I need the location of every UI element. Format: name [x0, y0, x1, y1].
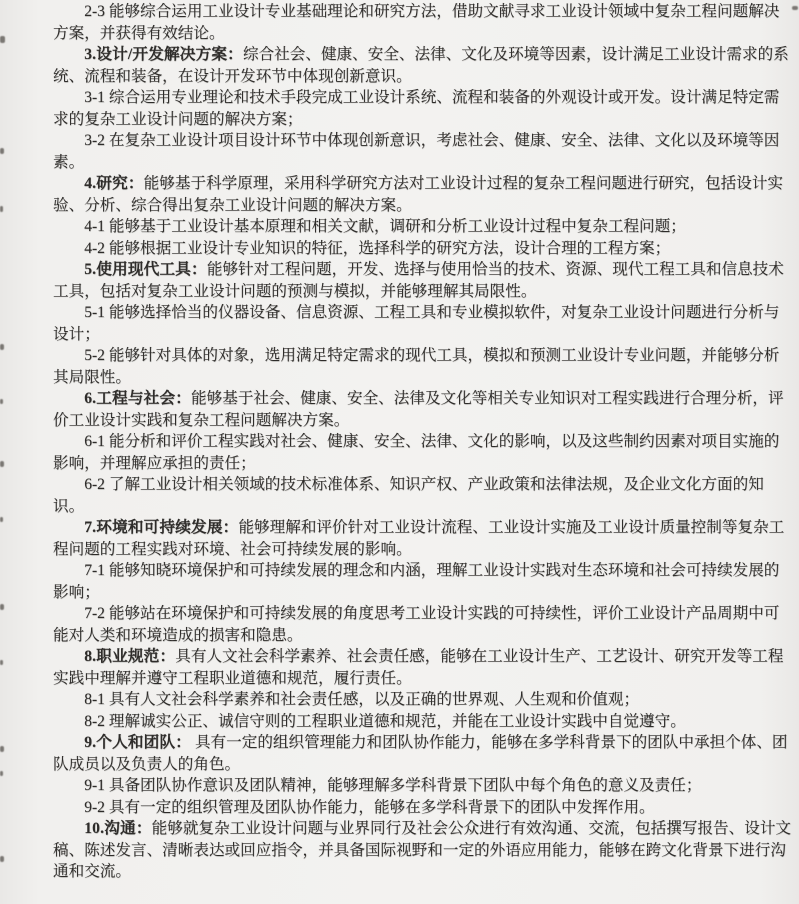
scan-artifact	[0, 604, 4, 610]
paragraph-heading: 10.沟通：	[84, 820, 152, 837]
paragraph-text: 综合社会、健康、安全、法律、文化及环境等因素，设计满足工业设计需求的系统、流程和装备，在设计开发环节中体现创新意识。	[53, 46, 789, 85]
paragraph-text: 具有人文社会科学素养、社会责任感，能够在工业设计生产、工艺设计、研究开发等工程实践中理解并遵守工程职业道德和规范，履行责任。	[53, 648, 784, 687]
paragraph	[53, 711, 793, 733]
paragraph-heading: 5.使用现代工具：	[84, 261, 207, 278]
paragraph	[53, 689, 793, 711]
paragraph-text: 6-1 能分析和评价工程实践对社会、健康、安全、法律、文化的影响，以及这些制约因素对项目实施的影响，并理解应承担的责任；	[53, 433, 780, 472]
paragraph-text: 7-2 能够站在环境保护和可持续发展的角度思考工业设计实践的可持续性，评价工业设计产品周期中可能对人类和环境造成的损害和隐患。	[53, 605, 780, 644]
paragraph-text: 4-1 能够基于工业设计基本原理和相关文献，调研和分析工业设计过程中复杂工程问题；	[84, 218, 686, 235]
paragraph	[53, 646, 793, 689]
paragraph-text: 8-1 具有人文社会科学素养和社会责任感，以及正确的世界观、人生观和价值观；	[84, 691, 640, 708]
scan-artifact	[0, 461, 4, 467]
scan-artifact	[0, 148, 4, 154]
paragraph-text: 能够基于科学原理，采用科学研究方法对工业设计过程的复杂工程问题进行研究，包括设计实验、分析、综合得出复杂工业设计问题的解决方案。	[53, 175, 784, 214]
paragraph-text: 9-2 具有一定的组织管理及团队协作能力，能够在多学科背景下的团队中发挥作用。	[84, 798, 655, 816]
paragraph	[53, 474, 793, 517]
paragraph	[53, 173, 793, 216]
paragraph	[53, 87, 793, 130]
paragraph-text: 4-2 能够根据工业设计专业知识的特征，选择科学的研究方法，设计合理的工程方案；	[84, 239, 671, 257]
paragraph	[53, 44, 793, 87]
scan-artifact	[0, 206, 3, 212]
paragraph-text: 7-1 能够知晓环境保护和可持续发展的理念和内涵，理解工业设计实践对生态环境和社会可持续发展的影响；	[53, 562, 780, 601]
paragraph	[53, 302, 793, 345]
paragraph-text: 具有一定的组织管理能力和团队协作能力，能够在多学科背景下的团队中承担个体、团队成员以及负责人的角色。	[53, 734, 788, 773]
paragraph	[53, 1, 793, 44]
paragraph	[53, 517, 793, 560]
paragraph-text: 能够针对工程问题，开发、选择与使用恰当的技术、资源、现代工程工具和信息技术工具，包括对复杂工业设计问题的预测与模拟，并能够理解其局限性。	[53, 261, 784, 300]
paragraph-heading: 6.工程与社会：	[84, 390, 192, 407]
paragraph	[53, 216, 793, 238]
document-body	[53, 1, 793, 883]
paragraph-text: 3-1 综合运用专业理论和技术手段完成工业设计系统、流程和装备的外观设计或开发。设计满足特定需求的复杂工业设计问题的解决方案；	[53, 89, 780, 128]
paragraph-text: 5-2 能够针对具体的对象，选用满足特定需求的现代工具，模拟和预测工业设计专业问题，并能够分析其局限性。	[53, 347, 780, 386]
scan-artifact	[0, 517, 3, 522]
paragraph	[53, 560, 793, 603]
paragraph	[53, 345, 793, 388]
paragraph-text: 能够基于社会、健康、安全、法律及文化等相关专业知识对工程实践进行合理分析，评价工业设计实践和复杂工程问题解决方案。	[53, 390, 784, 429]
paragraph-heading: 4.研究：	[84, 175, 144, 192]
paragraph-heading: 7.环境和可持续发展：	[84, 519, 239, 536]
paragraph	[53, 238, 793, 260]
paragraph	[53, 797, 793, 819]
paragraph-heading: 3.设计/开发解决方案：	[84, 46, 243, 63]
scan-artifact	[0, 771, 3, 776]
scan-artifact	[0, 36, 5, 43]
paragraph	[53, 259, 793, 302]
scan-artifact	[0, 344, 4, 350]
scan-artifact	[0, 746, 4, 752]
paragraph-heading: 9.个人和团队：	[84, 734, 192, 751]
paragraph	[53, 388, 793, 431]
paragraph-text: 5-1 能够选择恰当的仪器设备、信息资源、工程工具和专业模拟软件，对复杂工业设计问题进行分析与设计；	[53, 304, 780, 343]
paragraph-text: 9-1 具备团队协作意识及团队精神，能够理解多学科背景下团队中每个角色的意义及责任；	[84, 777, 702, 794]
scan-artifact	[0, 660, 3, 665]
paragraph-text: 8-2 理解诚实公正、诚信守则的工程职业道德和规范，并能在工业设计实践中自觉遵守。	[84, 712, 686, 730]
paragraph	[53, 431, 793, 474]
paragraph	[53, 732, 793, 775]
paragraph-text: 6-2 了解工业设计相关领域的技术标准体系、知识产权、产业政策和法律法规，及企业文化方面的知识。	[53, 476, 764, 515]
paragraph	[53, 130, 793, 173]
scan-artifact	[0, 399, 3, 404]
paragraph-heading: 8.职业规范：	[84, 648, 176, 665]
paragraph	[53, 775, 793, 797]
paragraph-text: 能够理解和评价针对工业设计流程、工业设计实施及工业设计质量控制等复杂工程问题的工程实践对环境、社会可持续发展的影响。	[53, 519, 785, 558]
paragraph-text: 能够就复杂工业设计问题与业界同行及社会公众进行有效沟通、交流，包括撰写报告、设计文稿、陈述发言、清晰表达或回应指令，并具备国际视野和一定的外语应用能力，能够在跨文化背景下进行沟通和交流。	[53, 820, 792, 880]
paragraph	[53, 818, 793, 883]
paragraph-text: 3-2 在复杂工业设计项目设计环节中体现创新意识，考虑社会、健康、安全、法律、文化以及环境等因素。	[53, 132, 780, 171]
scan-artifact	[792, 6, 798, 10]
paragraph	[53, 603, 793, 646]
scan-artifact	[0, 856, 4, 862]
paragraph-text: 2-3 能够综合运用工业设计专业基础理论和研究方法，借助文献寻求工业设计领域中复杂工程问题解决方案，并获得有效结论。	[53, 3, 780, 42]
